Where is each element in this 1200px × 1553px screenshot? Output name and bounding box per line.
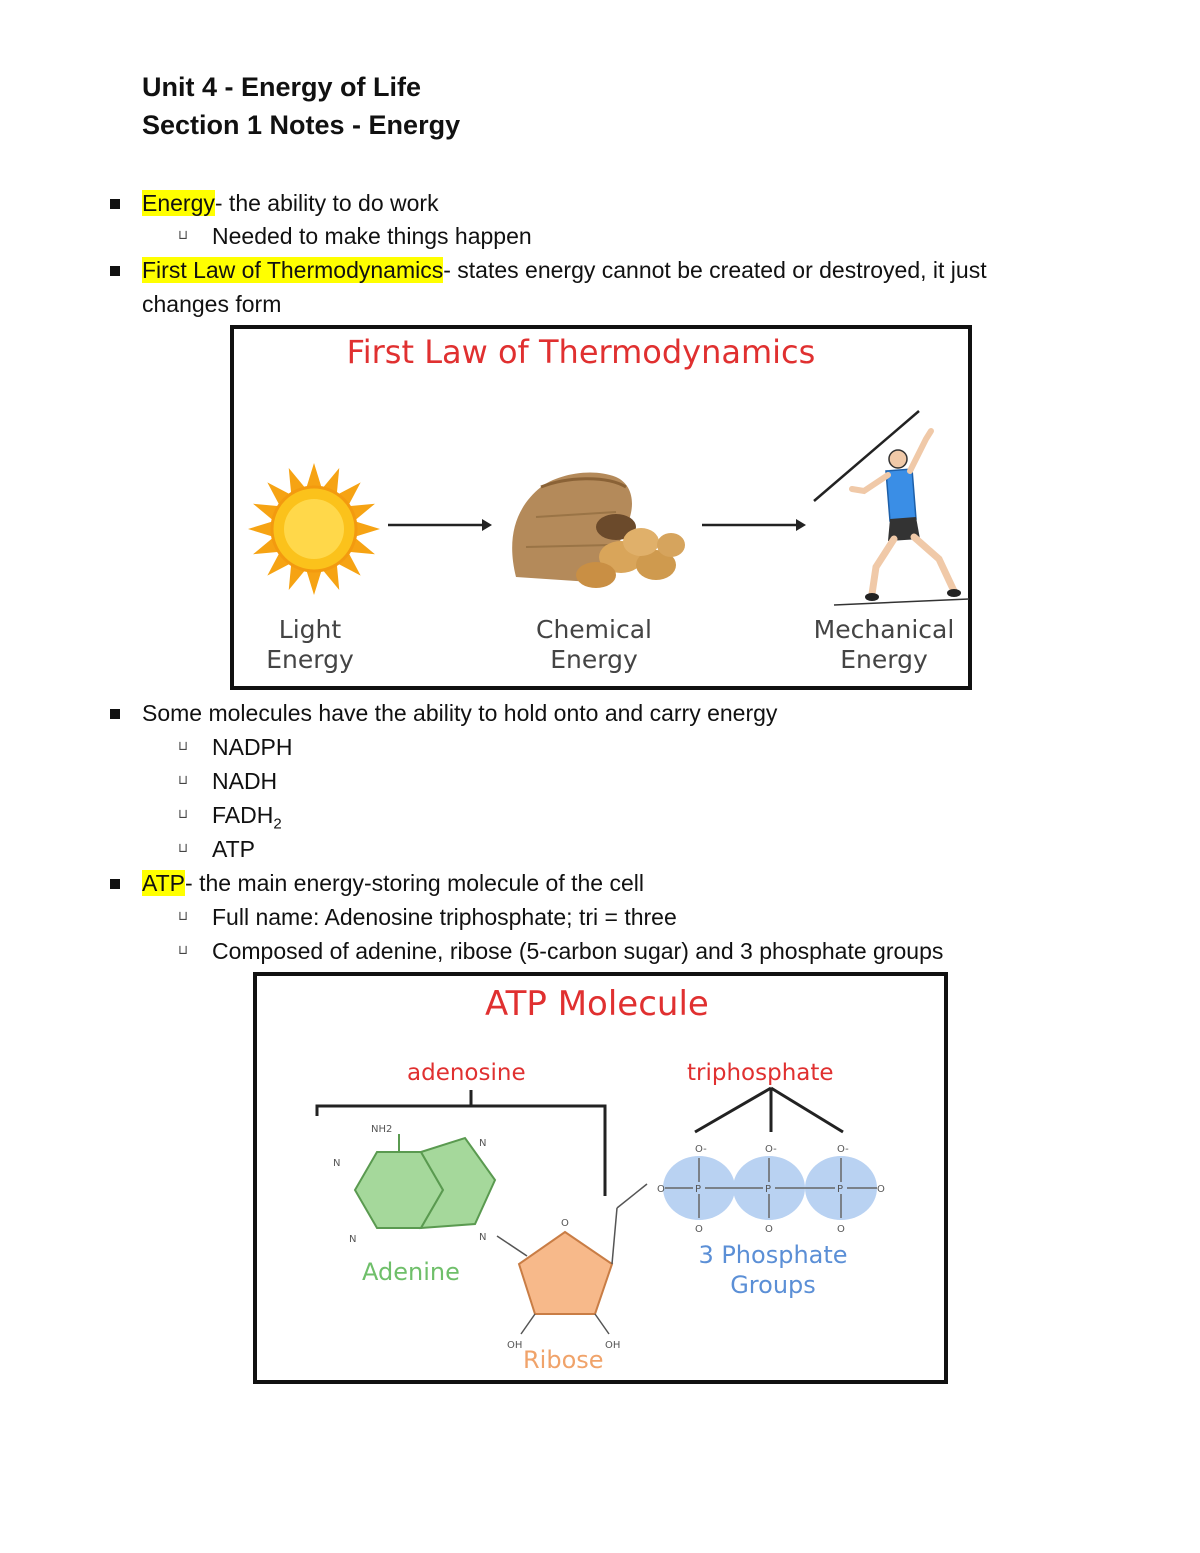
definition-text: - states energy cannot be created or destroyed, it just [443, 257, 987, 283]
definition-text: - the ability to do work [214, 190, 439, 216]
highlighted-term: ATP [142, 870, 186, 896]
atp-molecule-figure [253, 972, 948, 1384]
phosphate-groups-structure [657, 1136, 897, 1236]
molecule-item: $FADH_2$ [212, 802, 282, 833]
highlighted-term: Energy [142, 190, 215, 216]
page-title: Unit 4 - Energy of Life [142, 72, 422, 102]
oh-label: OH [507, 1340, 523, 1351]
atom-n-label: N [479, 1232, 487, 1243]
nh2-label: NH2 [371, 1124, 393, 1135]
bullet-square-icon [110, 709, 120, 719]
definition-continuation: changes form [142, 291, 282, 317]
phosphate-groups-label: 3 Phosphate Groups [698, 1241, 848, 1299]
highlighted-term: First Law of Thermodynamics [142, 257, 444, 283]
atom-o-label: O [695, 1224, 703, 1235]
bullet-square-icon [110, 199, 120, 209]
javelin-thrower-icon [804, 409, 974, 609]
figure-title: ATP Molecule [485, 984, 709, 1024]
molecule-item: NADPH [212, 734, 293, 760]
atom-p-label: P [765, 1184, 772, 1195]
atom-o-label: O [765, 1224, 773, 1235]
list-item-atp [142, 870, 644, 897]
list-item-molecules: Some molecules have the ability to hold onto and carry energy [142, 700, 778, 726]
potato-sack-icon [496, 457, 696, 597]
sub-bullet-icon: ⊔ [178, 909, 189, 924]
molecule-item: ATP [212, 836, 256, 862]
thermodynamics-figure [230, 325, 972, 690]
atom-o-label: O [561, 1218, 569, 1229]
atom-n-label: N [479, 1138, 487, 1149]
list-item-energy [142, 190, 439, 217]
atom-o-label: O [837, 1224, 845, 1235]
light-energy-label: Light Energy [266, 615, 354, 674]
arrow-right-icon [700, 515, 810, 535]
sub-bullet-icon: ⊔ [178, 773, 189, 788]
atom-o-label: O [877, 1184, 885, 1195]
bullet-square-icon [110, 879, 120, 889]
bullet-square-icon [110, 266, 120, 276]
oh-label: OH [605, 1340, 621, 1351]
list-item-first-law [142, 257, 987, 284]
atom-o-minus-label: O- [837, 1144, 849, 1155]
sub-item-text: Needed to make things happen [212, 223, 532, 249]
adenosine-label: adenosine [407, 1060, 526, 1086]
sub-bullet-icon: ⊔ [178, 841, 189, 856]
atom-n-label: N [333, 1158, 341, 1169]
atom-n-label: N [349, 1234, 357, 1245]
sub-bullet-icon: ⊔ [178, 807, 189, 822]
atom-o-label: O [657, 1184, 665, 1195]
atom-p-label: P [837, 1184, 844, 1195]
sub-bullet-icon: ⊔ [178, 228, 189, 243]
mechanical-energy-label: Mechanical Energy [813, 615, 955, 674]
sub-bullet-icon: ⊔ [178, 739, 189, 754]
adenine-label: Adenine [362, 1258, 460, 1286]
ribose-label: Ribose [523, 1346, 604, 1374]
sun-icon [244, 459, 384, 599]
figure-title: First Law of Thermodynamics [346, 333, 816, 371]
page-subtitle: Section 1 Notes - Energy [142, 110, 461, 140]
sub-bullet-icon: ⊔ [178, 943, 189, 958]
molecule-item: NADH [212, 768, 278, 794]
atom-o-minus-label: O- [765, 1144, 777, 1155]
atom-o-minus-label: O- [695, 1144, 707, 1155]
triphosphate-label: triphosphate [687, 1060, 834, 1086]
arrow-right-icon [386, 515, 496, 535]
chemical-energy-label: Chemical Energy [536, 615, 652, 674]
sub-item-text: Composed of adenine, ribose (5-carbon sugar) and 3 phosphate groups [212, 938, 944, 964]
atom-p-label: P [695, 1184, 702, 1195]
definition-text: - the main energy-storing molecule of the cell [185, 870, 644, 896]
sub-item-text: Full name: Adenosine triphosphate; tri = three [212, 904, 677, 930]
